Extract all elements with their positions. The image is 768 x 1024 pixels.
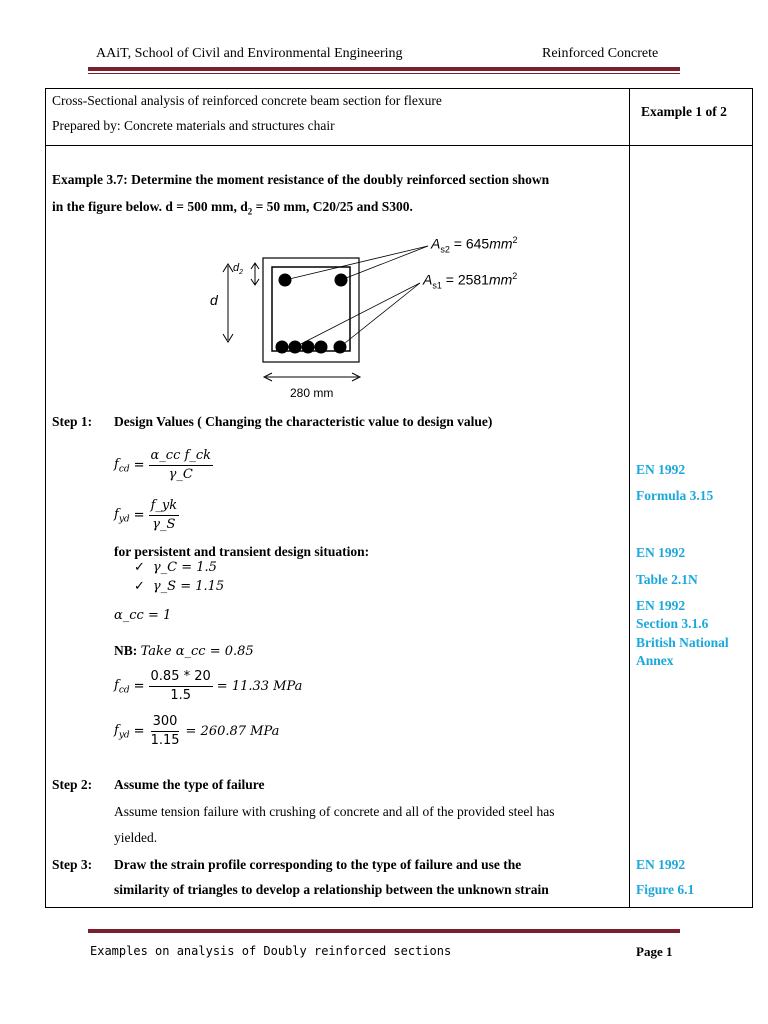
as2-label: $A_{s2} = 645mm^2$ bbox=[431, 235, 518, 255]
beam-section-figure bbox=[200, 228, 560, 408]
ref-en1992-3: EN 1992 bbox=[636, 598, 686, 613]
step3-label: Step 3: bbox=[52, 857, 93, 872]
fyd-calculation: $f_{yd}$ = $\frac{300}{1.15}$ = 260.87 MPa bbox=[114, 714, 280, 748]
ref-en1992-2: EN 1992 bbox=[636, 545, 686, 560]
bottom-bar-4 bbox=[315, 341, 328, 354]
header-rule-thin bbox=[88, 73, 680, 74]
bottom-bar-1 bbox=[276, 341, 289, 354]
title-block-divider bbox=[45, 145, 753, 146]
ref-british-national: British National bbox=[636, 635, 729, 650]
gamma-c-item: ✓ γ_C = 1.5 bbox=[134, 560, 217, 575]
ref-formula-3-15: Formula 3.15 bbox=[636, 488, 714, 503]
title-line-1: Cross-Sectional analysis of reinforced concrete beam section for flexure bbox=[52, 93, 442, 108]
as1-label: $A_{s1} = 2581mm^2$ bbox=[423, 271, 518, 291]
step3-line-1: Draw the strain profile corresponding to the type of failure and use the bbox=[114, 857, 522, 872]
step2-title: Assume the type of failure bbox=[114, 777, 265, 792]
footer-rule bbox=[88, 929, 680, 933]
header-subject: Reinforced Concrete bbox=[542, 46, 659, 61]
ref-en1992-4: EN 1992 bbox=[636, 857, 686, 872]
header-institution: AAiT, School of Civil and Environmental Engineering bbox=[96, 46, 403, 61]
fyd-formula: $f_{yd}$ = $\frac{f\_yk}{\gamma\_S}$ bbox=[114, 498, 178, 532]
example-counter: Example 1 of 2 bbox=[641, 104, 727, 119]
fcd-formula: $f_{cd}$ = $\frac{\text{α\_cc f\_ck}}{\gamma\_C}$ bbox=[114, 448, 211, 482]
ref-figure-6-1: Figure 6.1 bbox=[636, 882, 695, 897]
step2-text-1: Assume tension failure with crushing of concrete and all of the provided steel has bbox=[114, 804, 555, 819]
nb-note: NB: Take α_cc = 0.85 bbox=[114, 643, 254, 659]
step1-title: Design Values ( Changing the characteristic value to design value) bbox=[114, 414, 493, 429]
step1-label: Step 1: bbox=[52, 414, 93, 429]
header-rule bbox=[88, 67, 680, 71]
reference-column-divider bbox=[629, 88, 630, 908]
width-label: 280 mm bbox=[290, 386, 334, 400]
ref-annex: Annex bbox=[636, 653, 674, 668]
ref-section-3-1-6: Section 3.1.6 bbox=[636, 616, 709, 631]
page-number: Page 1 bbox=[636, 944, 673, 959]
gamma-s-item: ✓ γ_S = 1.15 bbox=[134, 579, 225, 594]
fcd-calculation: $f_{cd}$ = $\frac{0.85 * 20}{1.5}$ = 11.33 MPa bbox=[114, 669, 303, 703]
step3-line-2: similarity of triangles to develop a relationship between the unknown strain bbox=[114, 882, 549, 897]
design-situation: for persistent and transient design situation: bbox=[114, 544, 370, 559]
example-statement-line-1: Example 3.7: Determine the moment resistance of the doubly reinforced section shown bbox=[52, 172, 550, 187]
d2-label: $d_2$ bbox=[233, 262, 244, 277]
step2-text-2: yielded. bbox=[114, 830, 158, 845]
d-label: d bbox=[210, 292, 218, 308]
step2-label: Step 2: bbox=[52, 777, 93, 792]
example-statement-line-2: in the figure below. d = 500 mm, $d_2 = 50$ mm, C20/25 and S300. bbox=[52, 199, 413, 217]
ref-table-2-1n: Table 2.1N bbox=[636, 572, 698, 587]
alpha-cc: α_cc = 1 bbox=[114, 608, 172, 623]
title-line-2: Prepared by: Concrete materials and structures chair bbox=[52, 118, 335, 133]
footer-title: Examples on analysis of Doubly reinforced sections bbox=[90, 944, 452, 958]
ref-en1992-1: EN 1992 bbox=[636, 462, 686, 477]
